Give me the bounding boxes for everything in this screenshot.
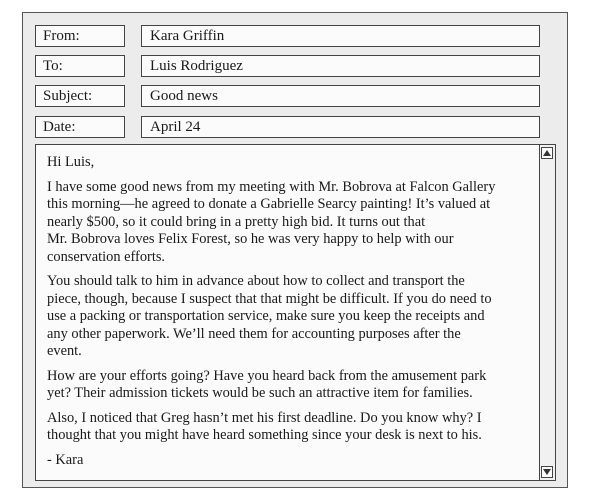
date-label: Date:: [35, 116, 125, 138]
email-window: [22, 12, 568, 488]
to-label: To:: [35, 55, 125, 77]
message-body[interactable]: [35, 144, 556, 481]
paragraph-line: nearly $500, so it could bring in a pretty high bid. It turns out that: [47, 213, 426, 230]
paragraph-line: Mr. Bobrova loves Felix Forest, so he was very happy to help with our: [47, 231, 454, 247]
paragraph-line: You should talk to him in advance about how to collect and transport the: [47, 273, 465, 289]
triangle-up-icon: [542, 148, 552, 158]
triangle-down-icon: [542, 467, 552, 477]
signature: [47, 452, 527, 470]
paragraph-line: I have some good news from my meeting with Mr. Bobrova at Falcon Gallery: [47, 178, 496, 195]
scroll-down-button[interactable]: [541, 466, 553, 478]
paragraph-line: event.: [47, 343, 82, 359]
to-field[interactable]: Luis Rodriguez: [141, 55, 540, 77]
paragraph-3: [47, 368, 527, 403]
paragraph-line: any other paperwork. We’ll need them for accounting purposes after the: [47, 325, 461, 342]
scroll-up-button[interactable]: [541, 147, 553, 159]
paragraph-line: piece, though, because I suspect that that might be difficult. If you do need to: [47, 290, 492, 307]
paragraph-line: Also, I noticed that Greg hasn’t met his first deadline. Do you know why? I: [47, 409, 482, 426]
message-text: [47, 154, 527, 476]
subject-label: Subject:: [35, 85, 125, 107]
paragraph-line: this morning—he agreed to donate a Gabrielle Searcy painting! It’s valued at: [47, 196, 491, 212]
subject-field[interactable]: Good news: [141, 85, 540, 107]
vertical-scrollbar[interactable]: [539, 145, 555, 480]
from-field[interactable]: Kara Griffin: [141, 25, 540, 47]
paragraph-4: [47, 410, 527, 445]
date-field[interactable]: April 24: [141, 116, 540, 138]
paragraph-line: thought that you might have heard something since your desk is next to his.: [47, 427, 482, 443]
greeting-text: Hi Luis,: [47, 154, 95, 170]
signature-text: - Kara: [47, 451, 84, 468]
paragraph-2: [47, 273, 527, 361]
paragraph-line: yet? Their admission tickets would be such an attractive item for families.: [47, 385, 473, 401]
paragraph-1: [47, 179, 527, 267]
paragraph-line: use a packing or transportation service, make sure you keep the receipts and: [47, 308, 485, 324]
from-label: From:: [35, 25, 125, 47]
paragraph-line: How are your efforts going? Have you heard back from the amusement park: [47, 367, 487, 384]
paragraph-line: conservation efforts.: [47, 248, 166, 265]
greeting: [47, 154, 527, 172]
